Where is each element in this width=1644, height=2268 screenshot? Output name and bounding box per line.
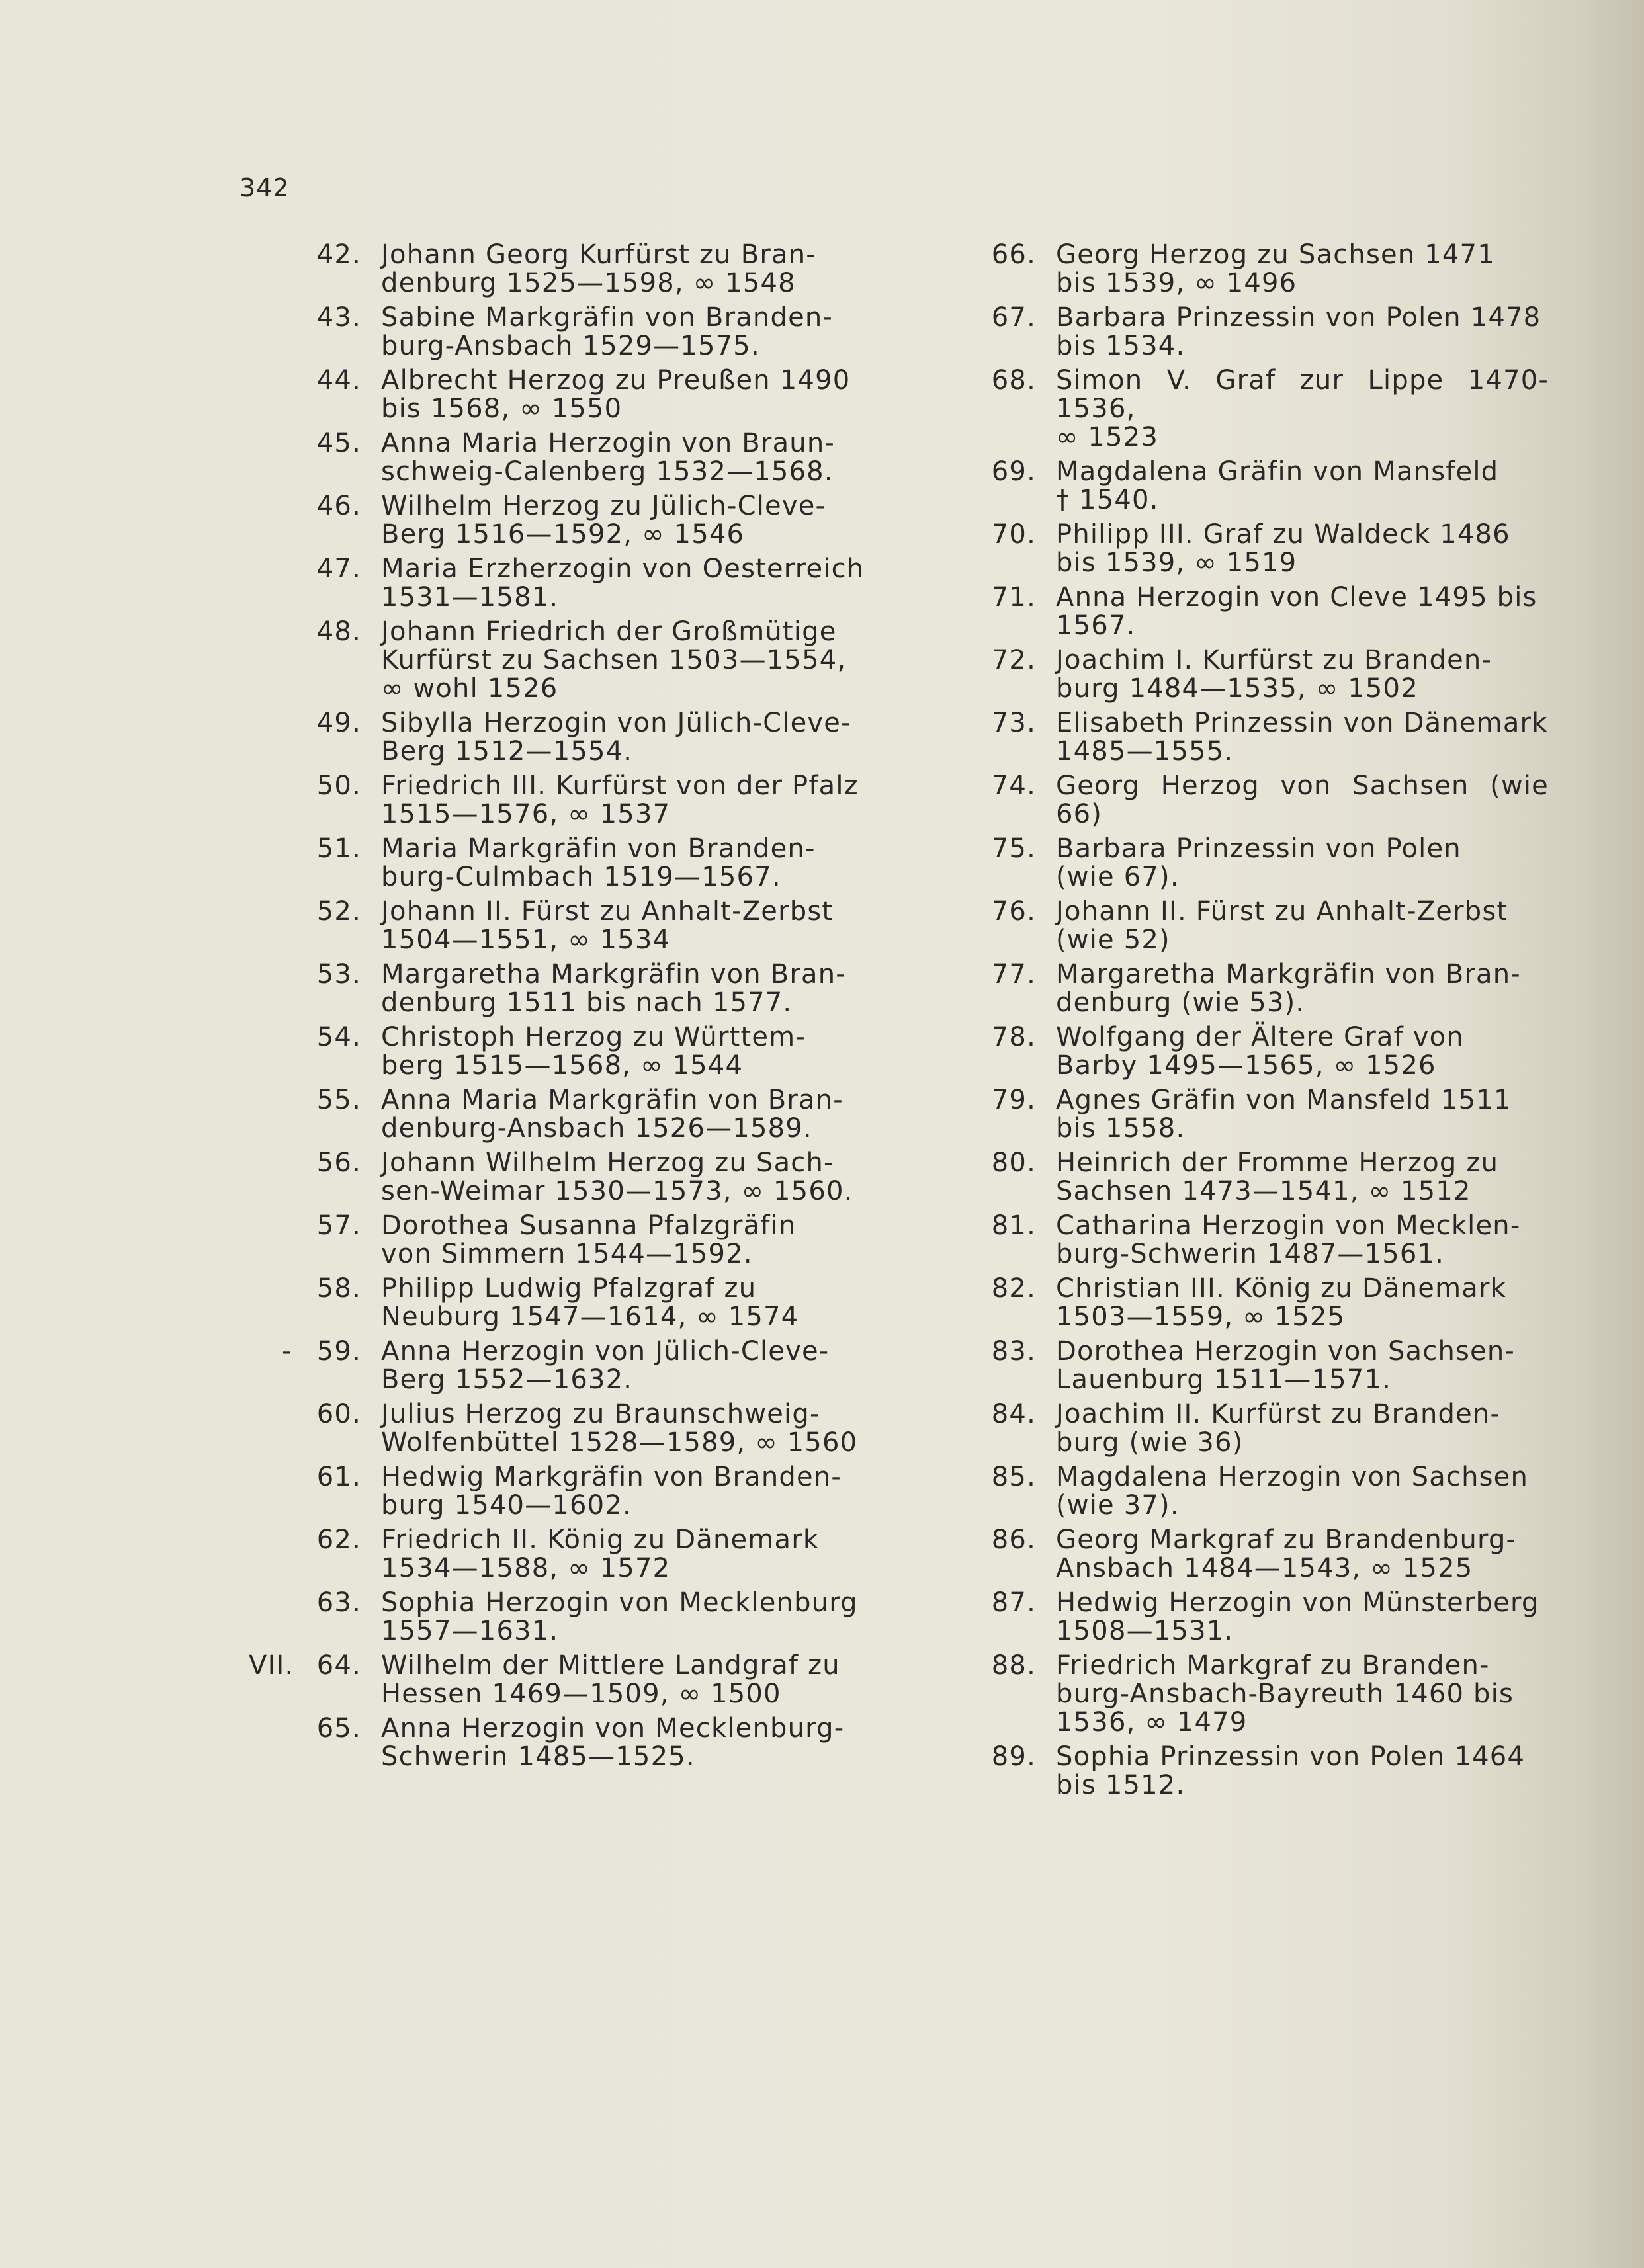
entry-number: 81. [991,1210,1036,1241]
entry-text: Friedrich III. Kurfürst von der Pfalz 1515—1576, ∞ 1537 [381,771,859,829]
entry-text: Sophia Herzogin von Mecklenburg 1557—1631. [381,1587,858,1646]
entry-text: Friedrich Markgraf zu Branden- burg-Ansbach-Bayreuth 1460 bis 1536, ∞ 1479 [1056,1650,1514,1738]
entry-text: Anna Maria Markgräfin von Bran- denburg-Ansbach 1526—1589. [381,1085,844,1144]
entry-text: Philipp III. Graf zu Waldeck 1486 bis 1539, ∞ 1519 [1056,519,1510,578]
entry-text: Barbara Prinzessin von Polen 1478 bis 1534. [1056,302,1541,361]
entry-number: 84. [991,1399,1036,1429]
entry-number: 42. [316,239,361,270]
genealogy-entry [959,1086,1549,1143]
genealogy-entry [959,1463,1549,1520]
entry-text: Albrecht Herzog zu Preußen 1490 bis 1568, ∞ 1550 [381,365,851,424]
entry-number: 63. [316,1587,361,1618]
entry-number: 46. [316,491,361,521]
entry-number: 61. [316,1462,361,1492]
entry-text: Heinrich der Fromme Herzog zu Sachsen 1473—1541, ∞ 1512 [1056,1148,1499,1206]
entry-number: 55. [316,1085,361,1115]
genealogy-entry [959,1589,1549,1646]
entry-number: 48. [316,616,361,647]
left-column [225,241,887,1777]
genealogy-entry [959,366,1549,452]
entry-text: Anna Herzogin von Cleve 1495 bis 1567. [1056,582,1537,641]
entry-text: Christoph Herzog zu Württem- berg 1515—1568, ∞ 1544 [381,1022,806,1081]
genealogy-entry [959,1337,1549,1394]
genealogy-entry [959,583,1549,640]
entry-text: Catharina Herzogin von Mecklen- burg-Schwerin 1487—1561. [1056,1210,1521,1269]
genealogy-entry [959,458,1549,515]
entry-number: 77. [991,959,1036,989]
genealogy-entry [959,241,1549,298]
entry-text: Anna Herzogin von Mecklenburg- Schwerin 1485—1525. [381,1713,845,1772]
genealogy-entry [959,304,1549,360]
entry-number: 80. [991,1148,1036,1178]
entry-number: 74. [991,771,1036,801]
genealogy-entry [959,1275,1549,1331]
entry-number: 44. [316,365,361,396]
genealogy-entry [959,1212,1549,1269]
entry-text: Christian III. König zu Dänemark 1503—1559, ∞ 1525 [1056,1273,1506,1332]
entry-text: Sophia Prinzessin von Polen 1464 bis 1512. [1056,1742,1526,1800]
entry-text: Simon V. Graf zur Lippe 1470-1536, ∞ 1523 [1056,365,1549,452]
genealogy-entry [959,960,1549,1017]
entry-text: Joachim II. Kurfürst zu Branden- burg (wie 36) [1056,1399,1501,1458]
genealogy-entry [959,521,1549,577]
entry-number: 50. [316,771,361,801]
entry-text: Hedwig Herzogin von Münsterberg 1508—1531. [1056,1587,1539,1646]
genealogy-entry [959,772,1549,829]
entry-number: 89. [991,1742,1036,1772]
entry-number: 69. [991,456,1036,487]
entry-text: Sibylla Herzogin von Jülich-Cleve- Berg 1512—1554. [381,708,851,767]
entry-number: 56. [316,1148,361,1178]
entry-text: Georg Herzog zu Sachsen 1471 bis 1539, ∞ 1496 [1056,239,1495,298]
entry-number: 57. [316,1210,361,1241]
entry-text: Johann Georg Kurfürst zu Bran- denburg 1525—1598, ∞ 1548 [381,239,816,298]
entry-number: 64. [316,1650,361,1681]
entry-text: Agnes Gräfin von Mansfeld 1511 bis 1558. [1056,1085,1512,1144]
page-number: 342 [239,173,290,202]
genealogy-entry [959,709,1549,766]
entry-text: Wilhelm der Mittlere Landgraf zu Hessen 1469—1509, ∞ 1500 [381,1650,840,1709]
entry-number: 43. [316,302,361,333]
entry-number: 66. [991,239,1036,270]
entry-number: 62. [316,1525,361,1555]
genealogy-entry [959,646,1549,703]
margin-mark: - [282,1336,292,1366]
entry-number: 70. [991,519,1036,550]
entry-text: Joachim I. Kurfürst zu Branden- burg 1484—1535, ∞ 1502 [1056,645,1493,704]
entry-text: Johann Friedrich der Großmütige Kurfürst zu Sachsen 1503—1554, ∞ wohl 1526 [381,616,847,704]
entry-text: Anna Herzogin von Jülich-Cleve- Berg 1552—1632. [381,1336,830,1395]
entry-number: 87. [991,1587,1036,1618]
entry-number: 52. [316,896,361,927]
entry-text: Margaretha Markgräfin von Bran- denburg (wie 53). [1056,959,1521,1018]
entry-text: Maria Erzherzogin von Oesterreich 1531—1581. [381,554,865,612]
entry-text: Johann II. Fürst zu Anhalt-Zerbst 1504—1551, ∞ 1534 [381,896,834,955]
genealogy-entry [959,835,1549,892]
entry-number: 85. [991,1462,1036,1492]
entry-number: 45. [316,428,361,458]
entry-number: 60. [316,1399,361,1429]
entry-number: 59. [316,1336,361,1366]
entry-number: 54. [316,1022,361,1052]
entry-number: 86. [991,1525,1036,1555]
entry-text: Dorothea Herzogin von Sachsen- Lauenburg 1511—1571. [1056,1336,1516,1395]
entry-text: Philipp Ludwig Pfalzgraf zu Neuburg 1547—1614, ∞ 1574 [381,1273,799,1332]
entry-text: Georg Markgraf zu Brandenburg- Ansbach 1484—1543, ∞ 1525 [1056,1525,1517,1583]
generation-label: VII. [249,1650,294,1681]
entry-text: Magdalena Gräfin von Mansfeld † 1540. [1056,456,1499,515]
genealogy-entry [959,1526,1549,1583]
entry-text: Magdalena Herzogin von Sachsen (wie 37). [1056,1462,1529,1521]
entry-number: 51. [316,833,361,864]
entry-number: 88. [991,1650,1036,1681]
entry-number: 65. [316,1713,361,1743]
entry-text: Johann Wilhelm Herzog zu Sach- sen-Weimar 1530—1573, ∞ 1560. [381,1148,853,1206]
entry-text: Wilhelm Herzog zu Jülich-Cleve- Berg 1516—1592, ∞ 1546 [381,491,826,550]
entry-number: 58. [316,1273,361,1304]
entry-text: Margaretha Markgräfin von Bran- denburg 1511 bis nach 1577. [381,959,846,1018]
entry-text: Elisabeth Prinzessin von Dänemark 1485—1555. [1056,708,1548,767]
entry-number: 82. [991,1273,1036,1304]
genealogy-entry [959,1652,1549,1737]
entry-text: Sabine Markgräfin von Branden- burg-Ansbach 1529—1575. [381,302,834,361]
right-column [959,241,1555,1806]
entry-text: Dorothea Susanna Pfalzgräfin von Simmern 1544—1592. [381,1210,797,1269]
entry-number: 78. [991,1022,1036,1052]
entry-number: 72. [991,645,1036,675]
entry-text: Barbara Prinzessin von Polen (wie 67). [1056,833,1461,892]
entry-text: Hedwig Markgräfin von Branden- burg 1540—1602. [381,1462,842,1521]
entry-text: Georg Herzog von Sachsen (wie 66) [1056,771,1549,829]
genealogy-entry [959,1149,1549,1206]
entry-number: 68. [991,365,1036,396]
entry-number: 83. [991,1336,1036,1366]
entry-text: Johann II. Fürst zu Anhalt-Zerbst (wie 52) [1056,896,1508,955]
entry-number: 73. [991,708,1036,738]
entry-text: Anna Maria Herzogin von Braun- schweig-Calenberg 1532—1568. [381,428,836,487]
entry-number: 79. [991,1085,1036,1115]
entry-number: 47. [316,554,361,584]
entry-number: 67. [991,302,1036,333]
genealogy-entry [959,1023,1549,1080]
entry-number: 75. [991,833,1036,864]
entry-number: 76. [991,896,1036,927]
entry-text: Wolfgang der Ältere Graf von Barby 1495—1565, ∞ 1526 [1056,1022,1464,1081]
genealogy-entry [959,1400,1549,1457]
entry-text: Julius Herzog zu Braunschweig- Wolfenbüttel 1528—1589, ∞ 1560 [381,1399,858,1458]
entry-number: 71. [991,582,1036,612]
genealogy-entry [959,1743,1549,1800]
entry-text: Friedrich II. König zu Dänemark 1534—1588, ∞ 1572 [381,1525,820,1583]
genealogy-entry [959,898,1549,954]
entry-text: Maria Markgräfin von Branden- burg-Culmbach 1519—1567. [381,833,816,892]
entry-number: 49. [316,708,361,738]
entry-number: 53. [316,959,361,989]
